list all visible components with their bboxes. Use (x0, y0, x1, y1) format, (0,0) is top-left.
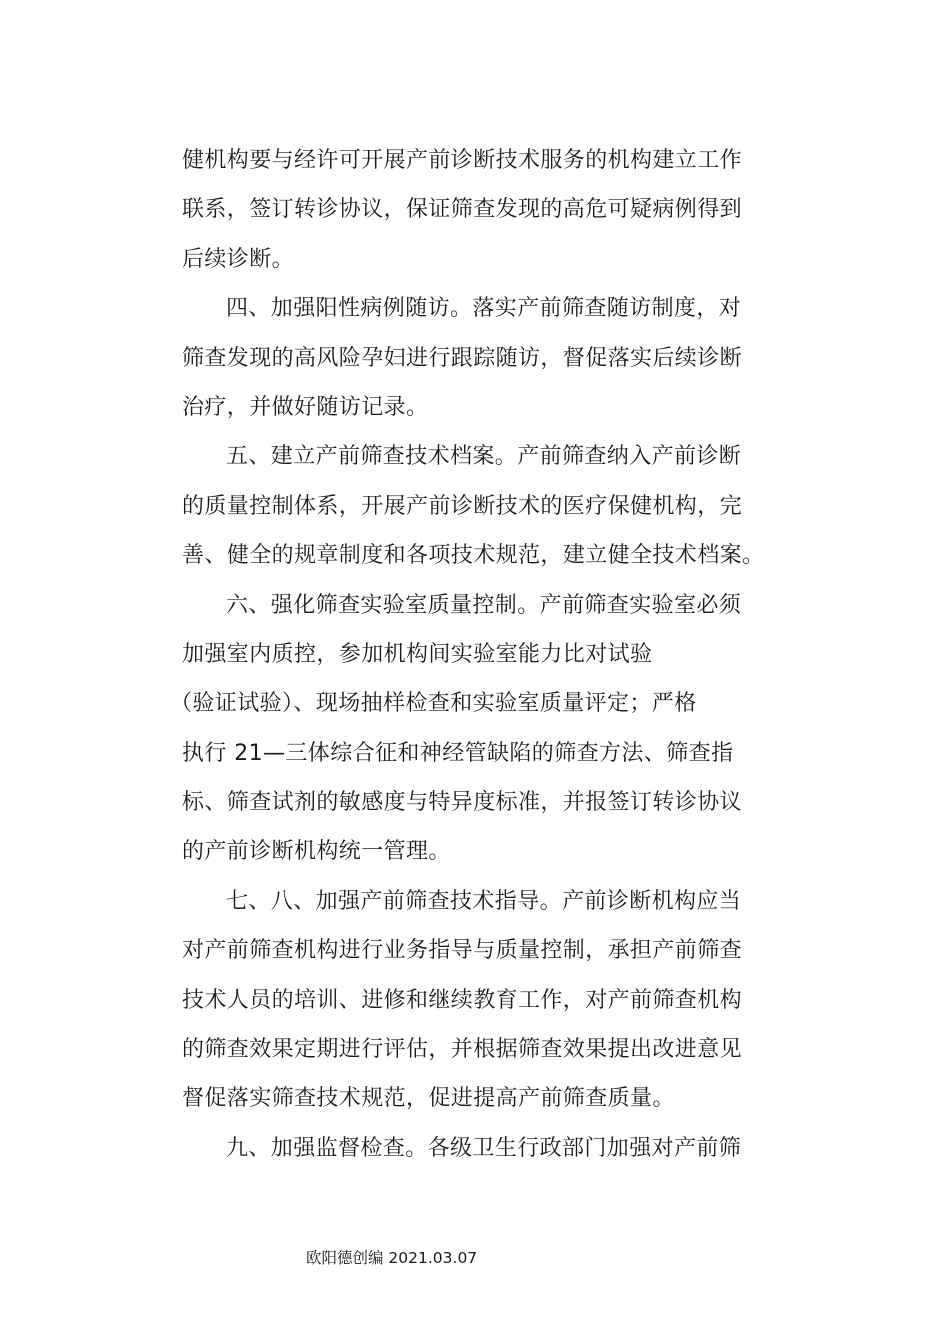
text-line: （验证试验）、现场抽样检查和实验室质量评定；严格 (170, 691, 697, 717)
text-line: 筛查发现的高风险孕妇进行跟踪随访，督促落实后续诊断 (182, 345, 743, 371)
text-line: 执行 21—三体综合征和神经管缺陷的筛查方法、筛查指 (182, 740, 734, 766)
text-line: 的筛查效果定期进行评估，并根据筛查效果提出改进意见 (182, 1037, 743, 1063)
paragraph-start-line: 四、加强阳性病例随访。落实产前筛查随访制度，对 (226, 296, 742, 322)
text-line: 标、筛查试剂的敏感度与特异度标准，并报签订转诊协议 (182, 790, 743, 816)
paragraph-start-line: 九、加强监督检查。各级卫生行政部门加强对产前筛 (226, 1135, 742, 1161)
page-footer: 欧阳德创编 2021.03.07 (306, 1249, 478, 1267)
text-line: 健机构要与经许可开展产前诊断技术服务的机构建立工作 (182, 148, 743, 173)
paragraph-start-line: 七、八、加强产前筛查技术指导。产前诊断机构应当 (226, 888, 742, 914)
text-line: 督促落实筛查技术规范，促进提高产前筛查质量。 (182, 1086, 675, 1112)
paragraph-start-line: 五、建立产前筛查技术档案。产前筛查纳入产前诊断 (226, 444, 742, 470)
paragraph-start-line: 六、强化筛查实验室质量控制。产前筛查实验室必须 (226, 592, 742, 618)
text-line: 的产前诊断机构统一管理。 (182, 839, 451, 865)
body-text (170, 136, 782, 1173)
text-line: 的质量控制体系，开展产前诊断技术的医疗保健机构，完 (182, 493, 743, 519)
text-line: 后续诊断。 (182, 246, 295, 272)
text-line: 善、健全的规章制度和各项技术规范，建立健全技术档案。 (182, 543, 765, 569)
text-line: 加强室内质控，参加机构间实验室能力比对试验 (182, 641, 653, 667)
text-line: 技术人员的培训、进修和继续教育工作，对产前筛查机构 (182, 987, 743, 1013)
text-line: 治疗，并做好随访记录。 (182, 394, 429, 420)
text-line: 对产前筛查机构进行业务指导与质量控制，承担产前筛查 (182, 938, 743, 964)
text-line: 联系，签订转诊协议，保证筛查发现的高危可疑病例得到 (182, 197, 743, 223)
